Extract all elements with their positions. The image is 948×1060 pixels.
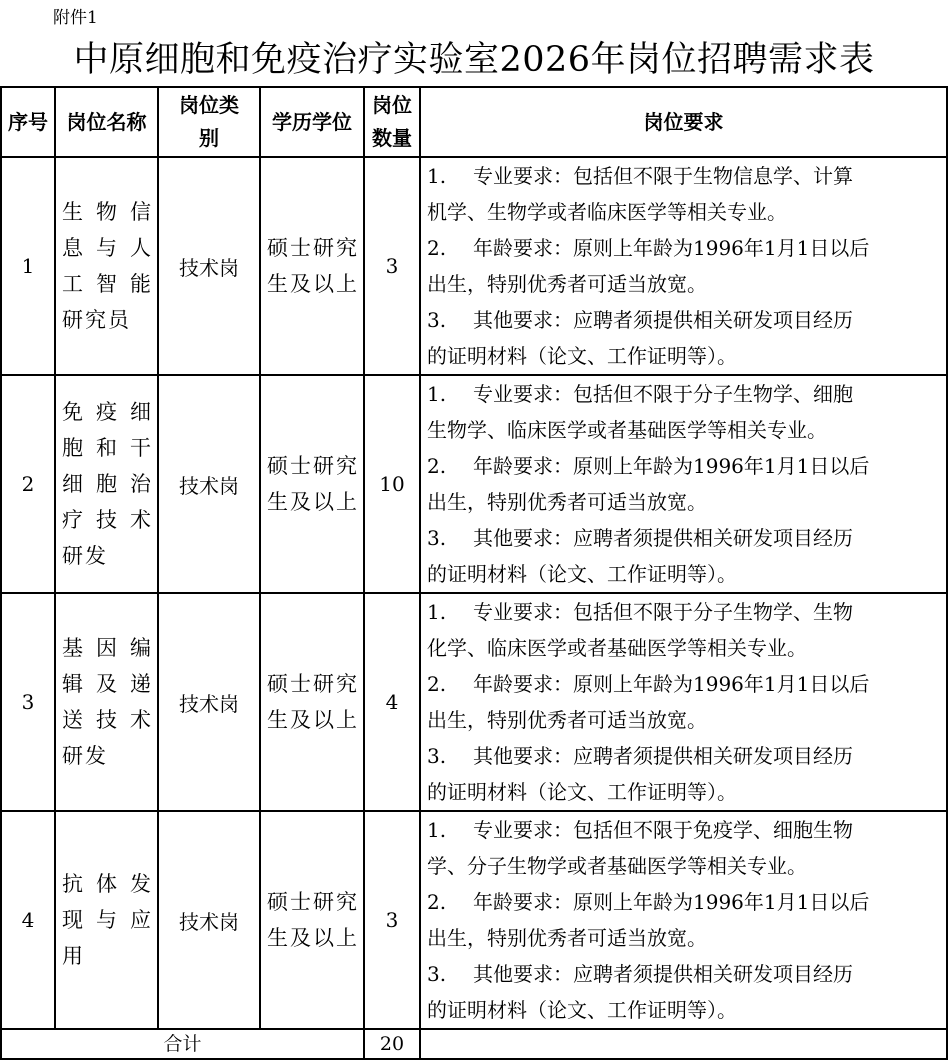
requirement-text: 专业要求：包括但不限于免疫学、细胞生物	[473, 818, 853, 842]
requirement-line	[427, 484, 942, 520]
total-row	[1, 1029, 947, 1059]
requirement-line	[427, 338, 942, 374]
row-position-type: 技术岗	[158, 593, 260, 811]
requirement-line	[427, 230, 942, 266]
row-seq: 3	[1, 593, 55, 811]
row-education: 硕士研究生及以上	[260, 375, 364, 593]
row-education: 硕士研究生及以上	[260, 811, 364, 1029]
row-position-name: 生物信息与人工智能研究员	[55, 157, 158, 375]
requirement-text: 出生，特别优秀者可适当放宽。	[427, 926, 707, 950]
row-seq: 1	[1, 157, 55, 375]
requirement-line	[427, 956, 942, 992]
requirement-number: 1.	[427, 600, 447, 624]
row-position-type: 技术岗	[158, 157, 260, 375]
requirement-text: 机学、生物学或者临床医学等相关专业。	[427, 200, 787, 224]
requirement-line	[427, 630, 942, 666]
table-row	[1, 375, 947, 593]
requirement-text: 其他要求：应聘者须提供相关研发项目经历	[473, 744, 853, 768]
requirement-text: 生物学、临床医学或者基础医学等相关专业。	[427, 418, 827, 442]
row-position-name: 抗体发现与应用	[55, 811, 158, 1029]
requirement-line	[427, 702, 942, 738]
requirement-text: 其他要求：应聘者须提供相关研发项目经历	[473, 962, 853, 986]
requirement-line	[427, 774, 942, 810]
requirement-number: 3.	[427, 962, 447, 986]
row-requirements	[420, 157, 947, 375]
row-count: 4	[364, 593, 420, 811]
requirement-number: 2.	[427, 672, 447, 696]
requirement-text: 的证明材料（论文、工作证明等）。	[427, 344, 737, 368]
requirement-number: 3.	[427, 308, 447, 332]
requirement-line	[427, 158, 942, 194]
header-position-type: 岗位类别	[158, 87, 260, 157]
table-header-row	[1, 87, 947, 157]
requirement-number: 2.	[427, 890, 447, 914]
table-row	[1, 157, 947, 375]
table-row	[1, 593, 947, 811]
requirement-text: 出生，特别优秀者可适当放宽。	[427, 708, 707, 732]
requirement-line	[427, 520, 942, 556]
requirement-text: 专业要求：包括但不限于生物信息学、计算	[473, 164, 853, 188]
row-education: 硕士研究生及以上	[260, 157, 364, 375]
table-row	[1, 811, 947, 1029]
recruitment-table	[0, 86, 948, 1060]
requirement-text: 其他要求：应聘者须提供相关研发项目经历	[473, 526, 853, 550]
row-requirements	[420, 593, 947, 811]
requirement-text: 出生，特别优秀者可适当放宽。	[427, 272, 707, 296]
total-label: 合计	[1, 1029, 364, 1059]
requirement-number: 3.	[427, 526, 447, 550]
row-position-type: 技术岗	[158, 811, 260, 1029]
requirement-text: 年龄要求：原则上年龄为1996年1月1日以后	[473, 236, 870, 260]
requirement-line	[427, 194, 942, 230]
row-requirements	[420, 375, 947, 593]
row-seq: 2	[1, 375, 55, 593]
requirement-line	[427, 738, 942, 774]
requirement-text: 出生，特别优秀者可适当放宽。	[427, 490, 707, 514]
requirement-line	[427, 376, 942, 412]
row-count: 3	[364, 157, 420, 375]
requirement-line	[427, 266, 942, 302]
requirement-text: 的证明材料（论文、工作证明等）。	[427, 998, 737, 1022]
requirement-line	[427, 302, 942, 338]
row-count: 10	[364, 375, 420, 593]
requirement-line	[427, 992, 942, 1028]
requirement-number: 1.	[427, 818, 447, 842]
requirement-text: 其他要求：应聘者须提供相关研发项目经历	[473, 308, 853, 332]
requirement-line	[427, 594, 942, 630]
requirement-number: 3.	[427, 744, 447, 768]
header-position-name: 岗位名称	[55, 87, 158, 157]
requirement-number: 2.	[427, 236, 447, 260]
requirement-text: 年龄要求：原则上年龄为1996年1月1日以后	[473, 454, 870, 478]
header-seq: 序号	[1, 87, 55, 157]
row-position-type: 技术岗	[158, 375, 260, 593]
requirement-number: 2.	[427, 454, 447, 478]
requirement-text: 专业要求：包括但不限于分子生物学、生物	[473, 600, 853, 624]
requirement-line	[427, 884, 942, 920]
requirement-line	[427, 812, 942, 848]
page-title: 中原细胞和免疫治疗实验室2026年岗位招聘需求表	[73, 40, 875, 80]
header-count: 岗位数量	[364, 87, 420, 157]
row-seq: 4	[1, 811, 55, 1029]
row-count: 3	[364, 811, 420, 1029]
requirement-line	[427, 920, 942, 956]
requirement-text: 的证明材料（论文、工作证明等）。	[427, 562, 737, 586]
requirement-line	[427, 666, 942, 702]
requirement-number: 1.	[427, 382, 447, 406]
requirement-line	[427, 848, 942, 884]
row-requirements	[420, 811, 947, 1029]
requirement-text: 化学、临床医学或者基础医学等相关专业。	[427, 636, 807, 660]
requirement-text: 专业要求：包括但不限于分子生物学、细胞	[473, 382, 853, 406]
row-education: 硕士研究生及以上	[260, 593, 364, 811]
attachment-label: 附件1	[53, 8, 98, 28]
requirement-number: 1.	[427, 164, 447, 188]
row-position-name: 免疫细胞和干细胞治疗技术研发	[55, 375, 158, 593]
requirement-text: 年龄要求：原则上年龄为1996年1月1日以后	[473, 672, 870, 696]
requirement-line	[427, 556, 942, 592]
requirement-text: 的证明材料（论文、工作证明等）。	[427, 780, 737, 804]
header-requirements: 岗位要求	[420, 87, 947, 157]
requirement-line	[427, 412, 942, 448]
row-position-name: 基因编辑及递送技术研发	[55, 593, 158, 811]
header-education: 学历学位	[260, 87, 364, 157]
requirement-text: 年龄要求：原则上年龄为1996年1月1日以后	[473, 890, 870, 914]
total-empty-cell	[420, 1029, 947, 1059]
total-count: 20	[364, 1029, 420, 1059]
requirement-text: 学、分子生物学或者基础医学等相关专业。	[427, 854, 807, 878]
requirement-line	[427, 448, 942, 484]
